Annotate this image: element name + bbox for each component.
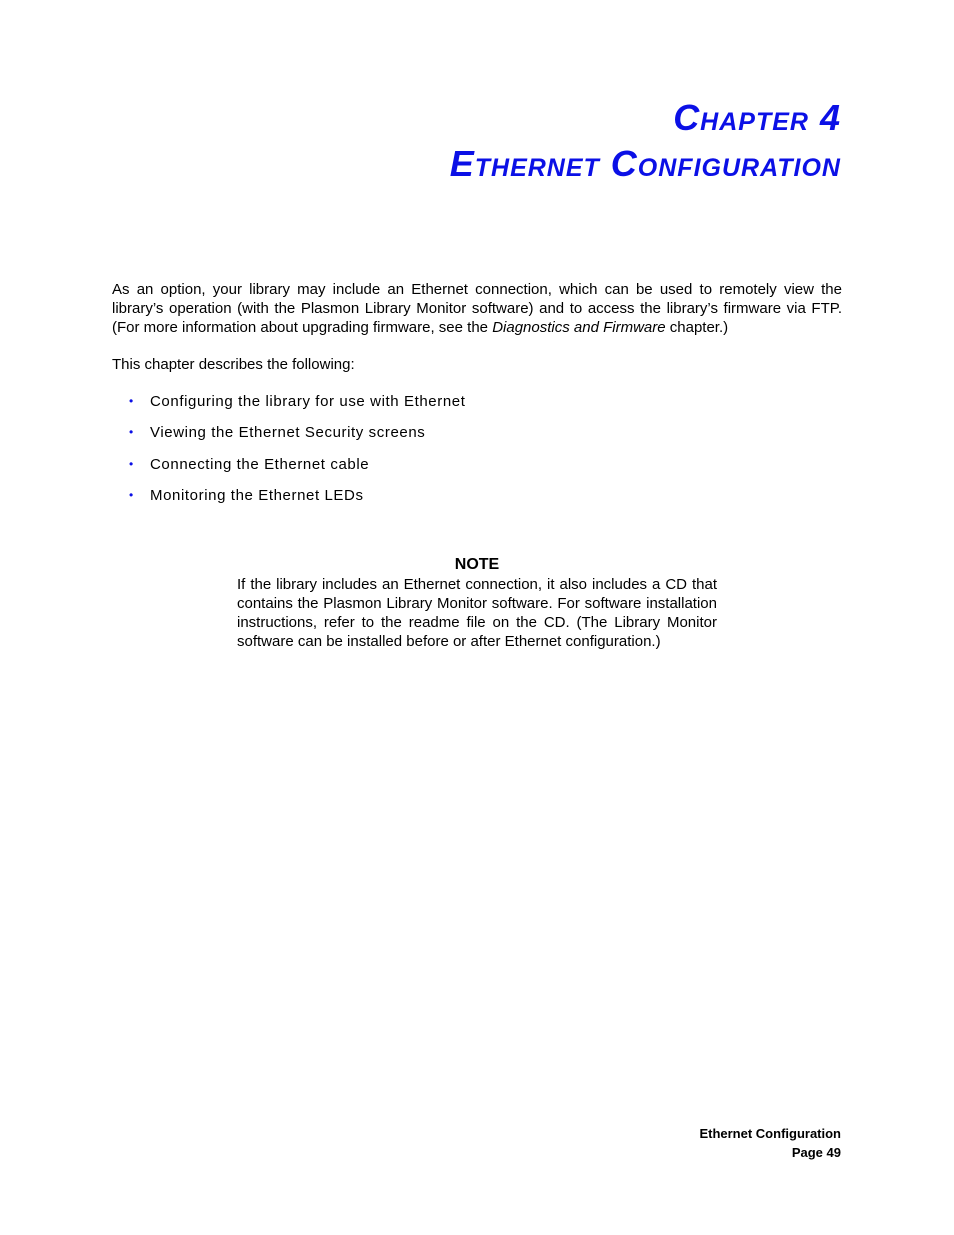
chapter-heading	[141, 95, 841, 187]
bullet-dot-icon: •	[129, 394, 134, 408]
intro-paragraph	[112, 280, 842, 337]
footer-page-number: Page 49	[791, 1145, 841, 1160]
bullet-dot-icon: •	[129, 425, 134, 440]
intro-text-start: As an option, your library may include an Ethernet connection, which can be used to remotely view the library’s operation (with the Plasmon Library Monitor software) and to access the library’s firmware via FTP. (For more information about upgrading firmware, see the	[112, 281, 842, 336]
list-item	[112, 392, 842, 423]
page-footer	[699, 1124, 841, 1162]
list-item	[112, 455, 842, 486]
topic-list	[112, 392, 842, 517]
list-item-text: Viewing the Ethernet Security screens	[150, 424, 426, 442]
list-item-text: Connecting the Ethernet cable	[150, 455, 370, 473]
note-title: NOTE	[454, 556, 500, 573]
chapter-title: Ethernet Configuration	[449, 143, 841, 184]
note-box	[237, 555, 717, 651]
list-item	[112, 423, 842, 454]
list-lead-in: This chapter describes the following:	[112, 356, 355, 373]
bullet-dot-icon: •	[129, 487, 134, 502]
list-item	[112, 486, 842, 517]
chapter-reference: Diagnostics and Firmware	[492, 319, 666, 336]
note-text: If the library includes an Ethernet connection, it also includes a CD that contains the Plasmon Library Monitor software. For software installation instructions, refer to the readme file on the CD. (The Library Monitor software can be installed before or after Ethernet configuration.)	[237, 576, 717, 650]
intro-text-end: chapter.)	[665, 319, 729, 336]
bullet-dot-icon: •	[129, 456, 134, 471]
chapter-number: Chapter 4	[673, 97, 841, 138]
list-item-text: Configuring the library for use with Ethernet	[150, 393, 466, 410]
footer-section-title: Ethernet Configuration	[699, 1126, 841, 1141]
list-item-text: Monitoring the Ethernet LEDs	[150, 486, 364, 504]
